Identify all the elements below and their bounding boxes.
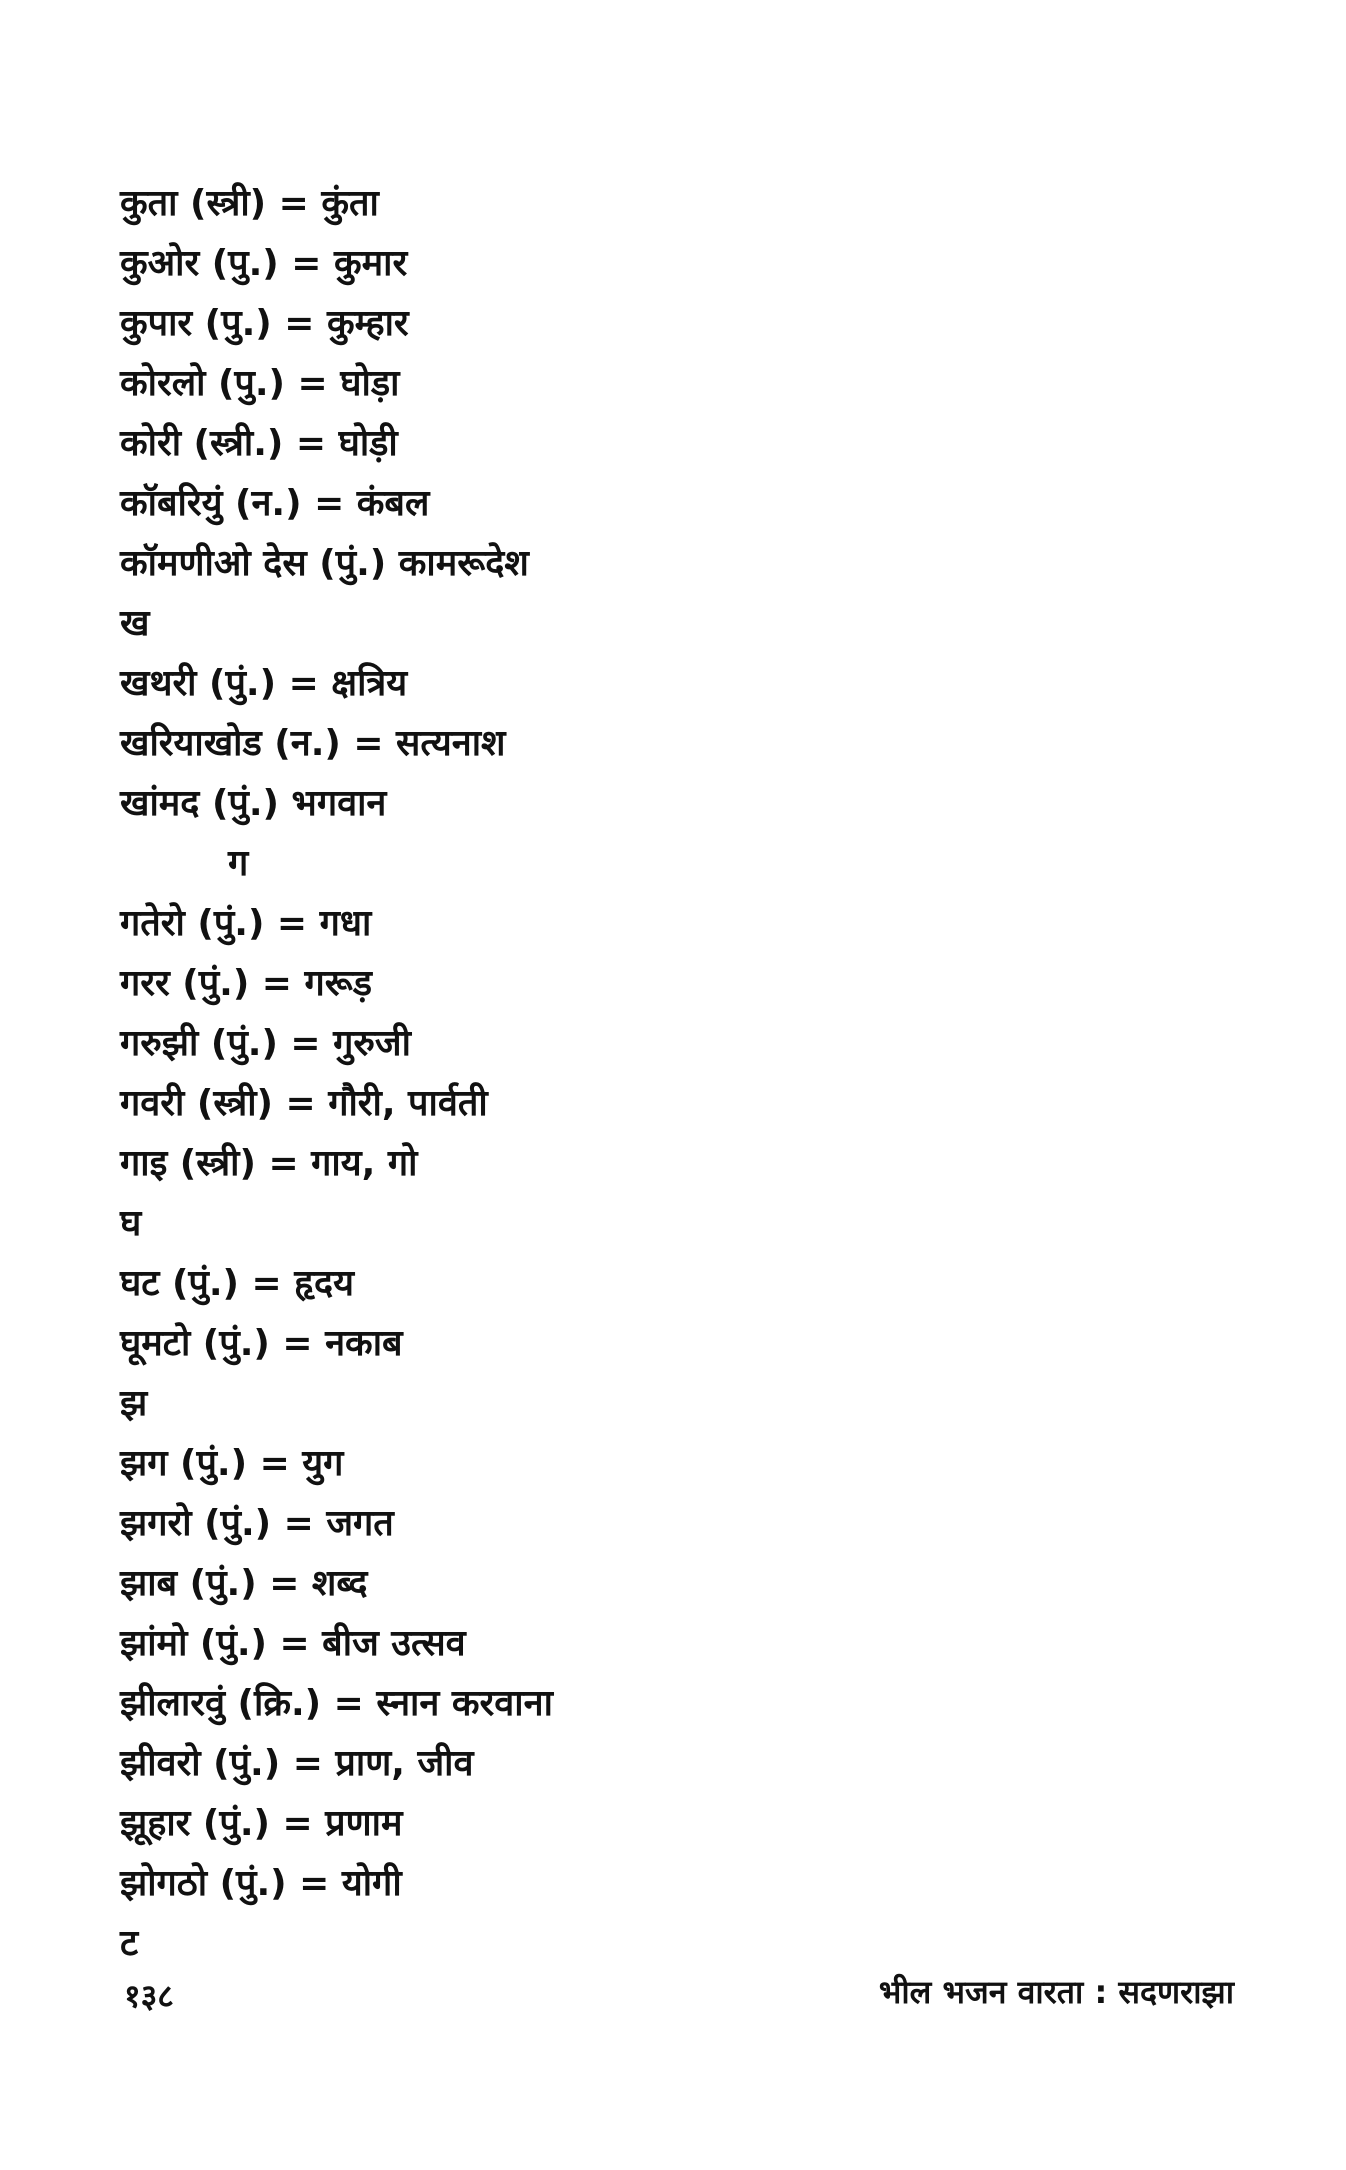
section-letter-heading: ट bbox=[120, 1923, 139, 1964]
glossary-entry: झोगठो (पुं.) = योगी bbox=[120, 1863, 402, 1904]
glossary-entry: झांमो (पुं.) = बीज उत्सव bbox=[120, 1623, 466, 1664]
glossary-entry: गवरी (स्त्री) = गौरी, पार्वती bbox=[120, 1083, 488, 1124]
glossary-entry: खांमद (पुं.) भगवान bbox=[120, 783, 387, 824]
section-letter-heading: ख bbox=[120, 603, 150, 644]
glossary-entry: घट (पुं.) = हृदय bbox=[120, 1263, 355, 1304]
running-footer-title: भील भजन वारता : सदणराझा bbox=[878, 1973, 1234, 2011]
glossary-entry: गरुझी (पुं.) = गुरुजी bbox=[120, 1023, 411, 1064]
page-number: १३८ bbox=[124, 1977, 174, 2015]
glossary-entry: कोरी (स्त्री.) = घोड़ी bbox=[120, 423, 398, 464]
glossary-entry: खरियाखोड (न.) = सत्यनाश bbox=[120, 723, 506, 764]
section-letter-heading: झ bbox=[120, 1383, 148, 1424]
glossary-entries bbox=[120, 174, 1020, 1974]
glossary-entry: झूहार (पुं.) = प्रणाम bbox=[120, 1803, 403, 1844]
glossary-entry: कुपार (पु.) = कुम्हार bbox=[120, 303, 409, 344]
glossary-entry: झगरो (पुं.) = जगत bbox=[120, 1503, 394, 1544]
glossary-entry: कोरलो (पु.) = घोड़ा bbox=[120, 363, 400, 404]
glossary-entry: कॉबरियुं (न.) = कंबल bbox=[120, 483, 430, 524]
glossary-entry: झाब (पुं.) = शब्द bbox=[120, 1563, 368, 1604]
glossary-entry: झग (पुं.) = युग bbox=[120, 1443, 344, 1484]
glossary-entry: घूमटो (पुं.) = नकाब bbox=[120, 1323, 403, 1364]
glossary-entry: गाइ (स्त्री) = गाय, गो bbox=[120, 1143, 418, 1184]
glossary-entry: गरर (पुं.) = गरूड़ bbox=[120, 963, 373, 1004]
section-letter-heading: घ bbox=[120, 1203, 142, 1244]
glossary-entry: कॉमणीओ देस (पुं.) कामरूदेश bbox=[120, 543, 529, 584]
glossary-entry: झीलारवुं (क्रि.) = स्नान करवाना bbox=[120, 1683, 553, 1724]
glossary-entry: कुता (स्त्री) = कुंता bbox=[120, 183, 379, 224]
glossary-entry: झीवरो (पुं.) = प्राण, जीव bbox=[120, 1743, 474, 1784]
glossary-entry: गतेरो (पुं.) = गधा bbox=[120, 903, 372, 944]
glossary-entry: खथरी (पुं.) = क्षत्रिय bbox=[120, 663, 408, 704]
section-letter-heading: ग bbox=[228, 843, 249, 884]
glossary-entry: कुओर (पु.) = कुमार bbox=[120, 243, 408, 284]
